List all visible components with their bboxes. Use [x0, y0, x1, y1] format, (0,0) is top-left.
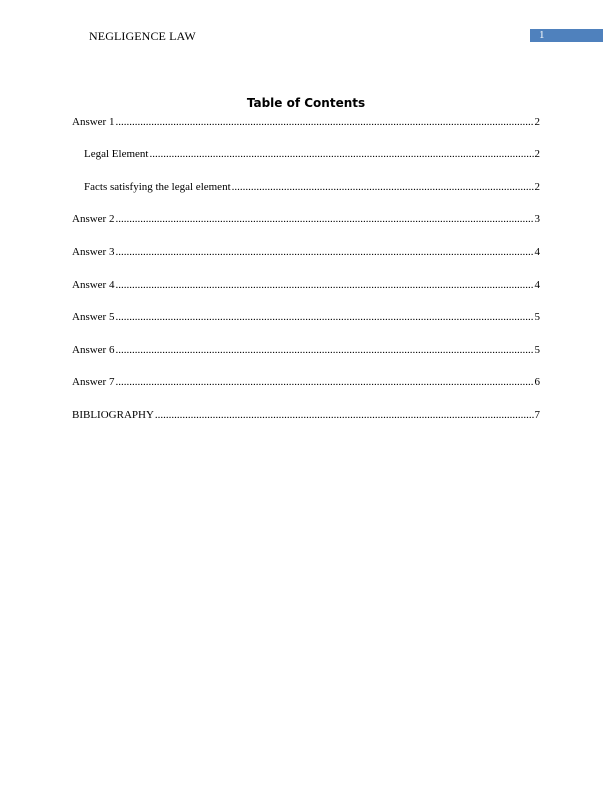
dot-leader	[115, 245, 533, 260]
toc-entry-page: 5	[534, 344, 540, 356]
toc-entry-page: 3	[534, 213, 540, 225]
dot-leader	[115, 212, 533, 227]
toc-entry-label: Answer 4	[72, 279, 115, 291]
dot-leader	[115, 310, 533, 325]
toc-entry-facts-satisfying[interactable]	[84, 180, 540, 195]
toc-entry-label: Answer 7	[72, 376, 115, 388]
dot-leader	[115, 115, 533, 130]
toc-entry-page: 4	[534, 246, 540, 258]
running-head: NEGLIGENCE LAW	[89, 29, 196, 43]
toc-entry-label: Facts satisfying the legal element	[84, 181, 231, 193]
toc-entry-label: Answer 1	[72, 116, 115, 128]
toc-entry-answer-5[interactable]	[72, 310, 540, 325]
toc-entry-label: Legal Element	[84, 148, 149, 160]
toc-entry-page: 7	[534, 409, 540, 421]
dot-leader	[115, 343, 533, 358]
dot-leader	[115, 278, 533, 293]
toc-entry-label: Answer 6	[72, 344, 115, 356]
page-number: 1	[539, 29, 545, 41]
toc-entry-bibliography[interactable]	[72, 408, 540, 423]
toc-entry-answer-2[interactable]	[72, 212, 540, 227]
page-number-badge	[530, 29, 603, 42]
toc-entry-label: Answer 3	[72, 246, 115, 258]
toc-entry-answer-7[interactable]	[72, 375, 540, 390]
toc-entry-page: 2	[534, 181, 540, 193]
toc-entry-label: BIBLIOGRAPHY	[72, 409, 154, 421]
toc-entry-label: Answer 5	[72, 311, 115, 323]
dot-leader	[155, 408, 534, 423]
toc-entry-answer-4[interactable]	[72, 278, 540, 293]
toc-entry-legal-element[interactable]	[84, 147, 540, 162]
toc-entry-answer-6[interactable]	[72, 343, 540, 358]
toc-entry-page: 4	[534, 279, 540, 291]
dot-leader	[115, 375, 533, 390]
toc-entry-answer-1[interactable]	[72, 115, 540, 130]
dot-leader	[149, 147, 533, 162]
toc-entry-label: Answer 2	[72, 213, 115, 225]
toc-entry-page: 2	[534, 116, 540, 128]
toc-entry-page: 5	[534, 311, 540, 323]
toc-entry-answer-3[interactable]	[72, 245, 540, 260]
toc-entry-page: 2	[534, 148, 540, 160]
toc-entry-page: 6	[534, 376, 540, 388]
dot-leader	[232, 180, 534, 195]
toc-title: Table of Contents	[246, 96, 366, 110]
